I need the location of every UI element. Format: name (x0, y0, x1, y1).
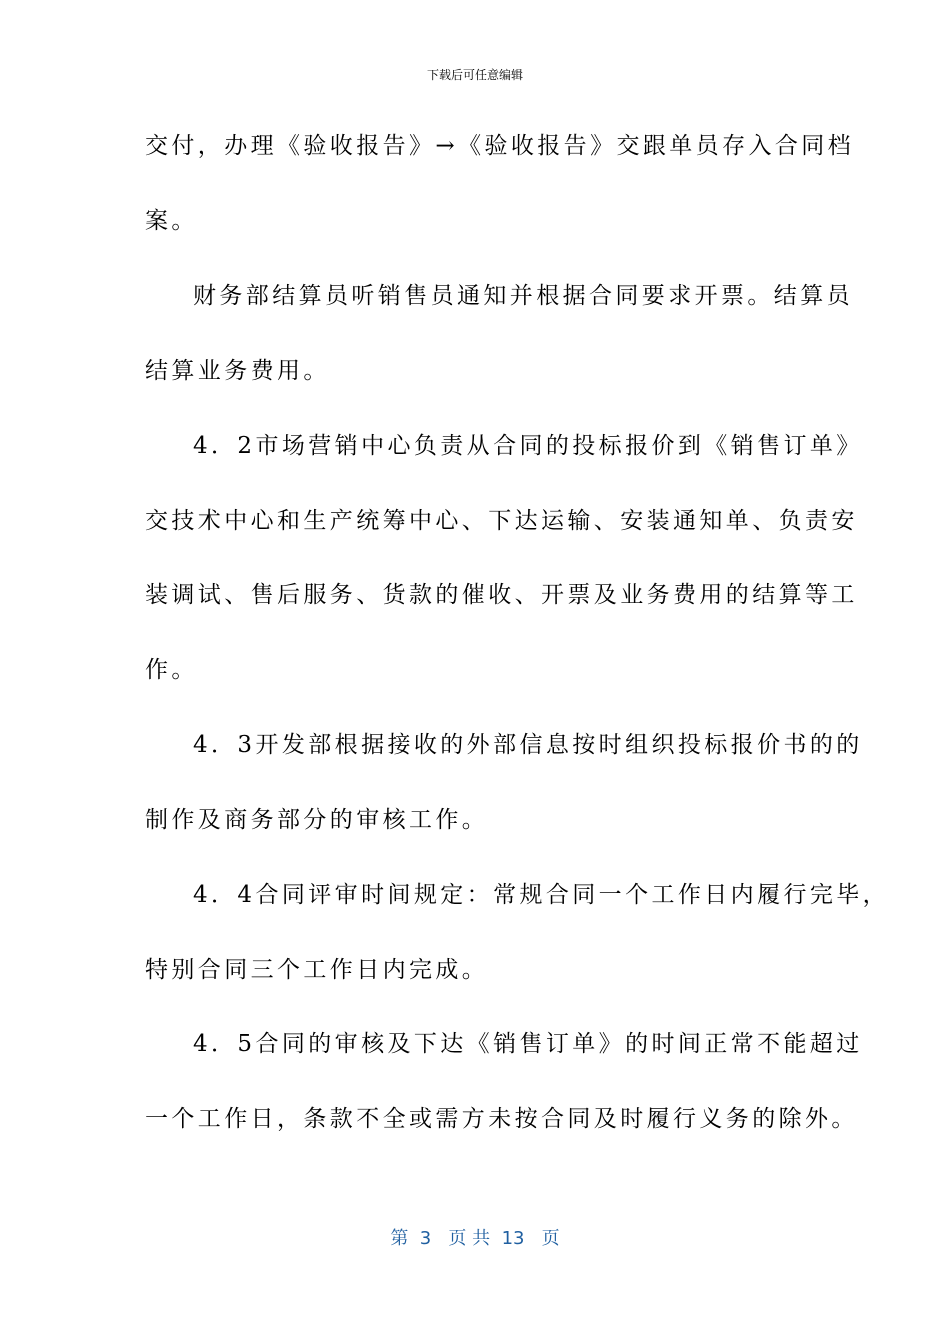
body-line: 财务部结算员听销售员通知并根据合同要求开票。结算员 (193, 283, 853, 309)
body-line: 特别合同三个工作日内完成。 (145, 957, 489, 983)
body-line: 交技术中心和生产统筹中心、下达运输、安装通知单、负责安 (145, 508, 858, 534)
body-line: 结算业务费用。 (145, 358, 330, 384)
body-line: 制作及商务部分的审核工作。 (145, 807, 489, 833)
page-header-note: 下载后可任意编辑 (426, 68, 523, 82)
body-line: 一个工作日，条款不全或需方未按合同及时履行义务的除外。 (145, 1106, 858, 1132)
page-number-footer: 第 3 页 共 13 页 (390, 1228, 560, 1249)
body-line: 装调试、售后服务、货款的催收、开票及业务费用的结算等工 (145, 582, 858, 608)
body-line: 4．2市场营销中心负责从合同的投标报价到《销售订单》 (193, 433, 863, 459)
body-line: 4．3开发部根据接收的外部信息按时组织投标报价书的的 (193, 732, 863, 758)
body-line: 案。 (145, 208, 198, 234)
body-line: 交付，办理《验收报告》→《验收报告》交跟单员存入合同档 (145, 133, 855, 159)
body-line: 作。 (145, 657, 198, 683)
body-line: 4．4合同评审时间规定：常规合同一个工作日内履行完毕， (193, 882, 890, 908)
body-line: 4．5合同的审核及下达《销售订单》的时间正常不能超过 (193, 1031, 863, 1057)
